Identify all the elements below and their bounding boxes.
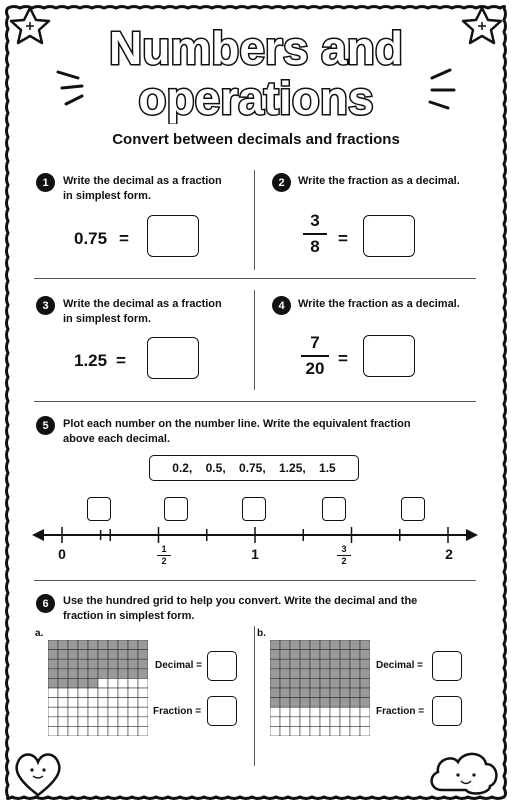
- answer-box[interactable]: [147, 337, 199, 379]
- grid-cell: [128, 688, 138, 698]
- grid-cell: [98, 659, 108, 669]
- grid-cell: [350, 726, 360, 736]
- divider: [34, 580, 476, 581]
- grid-cell: [320, 650, 330, 660]
- divider: [34, 278, 476, 279]
- grid-cell: [300, 698, 310, 708]
- grid-cell: [108, 707, 118, 717]
- grid-cell: [78, 698, 88, 708]
- grid-cell: [88, 678, 98, 688]
- grid-cell: [290, 726, 300, 736]
- grid-cell: [68, 717, 78, 727]
- grid-cell: [98, 698, 108, 708]
- grid-cell: [340, 669, 350, 679]
- grid-cell: [330, 707, 340, 717]
- decimal-answer-box[interactable]: [432, 651, 462, 681]
- grid-cell: [78, 669, 88, 679]
- fraction: 7 20: [301, 333, 329, 379]
- grid-cell: [320, 717, 330, 727]
- fraction-answer-box[interactable]: [164, 497, 188, 521]
- equals-sign: =: [338, 349, 348, 368]
- grid-cell: [340, 698, 350, 708]
- grid-cell: [290, 698, 300, 708]
- grid-cell: [320, 659, 330, 669]
- tick-label-three-halves: 3 2: [337, 545, 351, 566]
- grid-cell: [58, 640, 68, 650]
- grid-cell: [360, 640, 370, 650]
- grid-cell: [108, 688, 118, 698]
- question-number: 3: [36, 296, 55, 315]
- grid-cell: [340, 688, 350, 698]
- divider: [254, 170, 255, 270]
- grid-cell: [330, 698, 340, 708]
- grid-cell: [270, 707, 280, 717]
- grid-cell: [68, 698, 78, 708]
- grid-cell: [48, 707, 58, 717]
- grid-cell: [88, 698, 98, 708]
- grid-cell: [270, 717, 280, 727]
- grid-cell: [78, 717, 88, 727]
- grid-cell: [78, 640, 88, 650]
- grid-cell: [320, 726, 330, 736]
- grid-cell: [270, 640, 280, 650]
- grid-cell: [300, 659, 310, 669]
- grid-cell: [300, 688, 310, 698]
- grid-cell: [118, 669, 128, 679]
- grid-cell: [330, 688, 340, 698]
- grid-cell: [88, 707, 98, 717]
- grid-cell: [128, 650, 138, 660]
- grid-cell: [360, 678, 370, 688]
- grid-cell: [78, 688, 88, 698]
- grid-cell: [108, 678, 118, 688]
- grid-cell: [128, 707, 138, 717]
- grid-cell: [58, 707, 68, 717]
- grid-cell: [350, 717, 360, 727]
- grid-cell: [88, 688, 98, 698]
- grid-cell: [300, 678, 310, 688]
- grid-cell: [320, 698, 330, 708]
- subtitle: Convert between decimals and fractions: [112, 131, 400, 148]
- divider: [254, 290, 255, 390]
- grid-cell: [78, 707, 88, 717]
- grid-cell: [48, 659, 58, 669]
- grid-cell: [108, 650, 118, 660]
- grid-cell: [300, 640, 310, 650]
- grid-cell: [138, 678, 148, 688]
- grid-cell: [98, 688, 108, 698]
- grid-cell: [360, 717, 370, 727]
- answer-box[interactable]: [363, 215, 415, 257]
- fraction-answer-box[interactable]: [242, 497, 266, 521]
- tick-label-half: 1 2: [157, 545, 171, 566]
- grid-cell: [320, 707, 330, 717]
- grid-cell: [280, 726, 290, 736]
- grid-cell: [300, 669, 310, 679]
- grid-cell: [330, 650, 340, 660]
- grid-cell: [78, 726, 88, 736]
- grid-cell: [310, 688, 320, 698]
- grid-cell: [340, 707, 350, 717]
- grid-cell: [138, 726, 148, 736]
- grid-cell: [350, 659, 360, 669]
- grid-cell: [310, 678, 320, 688]
- equals-sign: =: [119, 229, 129, 248]
- grid-cell: [48, 650, 58, 660]
- grid-cell: [48, 678, 58, 688]
- grid-cell: [118, 650, 128, 660]
- grid-cell: [78, 678, 88, 688]
- grid-cell: [360, 707, 370, 717]
- grid-cell: [88, 717, 98, 727]
- grid-cell: [78, 650, 88, 660]
- grid-cell: [98, 717, 108, 727]
- grid-cell: [128, 640, 138, 650]
- grid-cell: [340, 726, 350, 736]
- grid-cell: [138, 717, 148, 727]
- grid-cell: [128, 726, 138, 736]
- grid-cell: [58, 669, 68, 679]
- cloud-icon: [432, 754, 497, 794]
- grid-cell: [280, 650, 290, 660]
- grid-cell: [48, 717, 58, 727]
- grid-cell: [330, 640, 340, 650]
- grid-cell: [330, 669, 340, 679]
- grid-cell: [270, 726, 280, 736]
- fraction-answer-box[interactable]: [87, 497, 111, 521]
- grid-cell: [350, 707, 360, 717]
- grid-cell: [88, 669, 98, 679]
- grid-cell: [98, 669, 108, 679]
- grid-cell: [280, 678, 290, 688]
- grid-cell: [350, 650, 360, 660]
- grid-cell: [118, 698, 128, 708]
- grid-cell: [290, 717, 300, 727]
- fraction-label: Fraction =: [376, 706, 425, 717]
- grid-cell: [300, 707, 310, 717]
- grid-cell: [98, 650, 108, 660]
- grid-cell: [58, 650, 68, 660]
- grid-cell: [68, 726, 78, 736]
- question-number: 1: [36, 173, 55, 192]
- grid-cell: [330, 678, 340, 688]
- grid-cell: [118, 678, 128, 688]
- grid-cell: [118, 659, 128, 669]
- svg-text:Numbers and: Numbers and: [109, 22, 403, 74]
- grid-cell: [330, 717, 340, 727]
- question-text: Write the fraction as a decimal.: [298, 298, 460, 310]
- grid-cell: [290, 650, 300, 660]
- grid-cell: [280, 698, 290, 708]
- grid-cell: [280, 688, 290, 698]
- equals-sign: =: [338, 229, 348, 248]
- grid-cell: [360, 698, 370, 708]
- grid-cell: [68, 669, 78, 679]
- grid-cell: [98, 640, 108, 650]
- grid-cell: [58, 678, 68, 688]
- grid-cell: [270, 678, 280, 688]
- grid-cell: [310, 717, 320, 727]
- grid-cell: [58, 659, 68, 669]
- grid-cell: [128, 659, 138, 669]
- grid-cell: [128, 678, 138, 688]
- grid-cell: [360, 726, 370, 736]
- hundred-grid-a: [48, 640, 148, 736]
- grid-cell: [98, 707, 108, 717]
- grid-cell: [290, 678, 300, 688]
- answer-box[interactable]: [147, 215, 199, 257]
- fraction-answer-box[interactable]: [322, 497, 346, 521]
- grid-cell: [350, 678, 360, 688]
- tick-label-0: 0: [58, 546, 66, 562]
- grid-cell: [58, 688, 68, 698]
- grid-cell: [118, 640, 128, 650]
- tick-label-2: 2: [445, 546, 453, 562]
- decimal-label: Decimal =: [376, 660, 423, 671]
- grid-cell: [138, 688, 148, 698]
- question-number: 2: [272, 173, 291, 192]
- decimal-label: Decimal =: [155, 660, 202, 671]
- grid-cell: [310, 659, 320, 669]
- grid-cell: [118, 688, 128, 698]
- grid-cell: [280, 717, 290, 727]
- grid-cell: [108, 726, 118, 736]
- grid-cell: [270, 659, 280, 669]
- grid-cell: [330, 659, 340, 669]
- grid-cell: [88, 726, 98, 736]
- grid-cell: [108, 640, 118, 650]
- grid-cell: [310, 726, 320, 736]
- grid-cell: [48, 688, 58, 698]
- grid-cell: [88, 659, 98, 669]
- tick-label-1: 1: [251, 546, 259, 562]
- grid-cell: [108, 659, 118, 669]
- question-text: Write the decimal as a fraction in simplest form.: [63, 175, 222, 202]
- grid-cell: [290, 707, 300, 717]
- divider: [254, 626, 255, 766]
- grid-cell: [68, 678, 78, 688]
- grid-cell: [108, 717, 118, 727]
- grid-cell: [128, 717, 138, 727]
- grid-cell: [340, 659, 350, 669]
- grid-cell: [310, 707, 320, 717]
- part-label-a: a.: [35, 628, 44, 639]
- grid-cell: [320, 678, 330, 688]
- grid-cell: [310, 650, 320, 660]
- grid-cell: [128, 669, 138, 679]
- grid-cell: [330, 726, 340, 736]
- question-text: Plot each number on the number line. Write the equivalent fraction above each decimal.: [63, 418, 411, 445]
- grid-cell: [360, 650, 370, 660]
- svg-text:operations: operations: [138, 72, 374, 124]
- question-text: Write the fraction as a decimal.: [298, 175, 460, 187]
- grid-cell: [290, 688, 300, 698]
- grid-cell: [138, 640, 148, 650]
- grid-cell: [280, 707, 290, 717]
- fraction-answer-box[interactable]: [432, 696, 462, 726]
- grid-cell: [68, 640, 78, 650]
- grid-cell: [88, 650, 98, 660]
- grid-cell: [350, 698, 360, 708]
- question-text: Write the decimal as a fraction in simplest form.: [63, 298, 222, 325]
- grid-cell: [108, 698, 118, 708]
- grid-cell: [340, 650, 350, 660]
- divider: [34, 401, 476, 402]
- grid-cell: [320, 688, 330, 698]
- grid-cell: [98, 726, 108, 736]
- grid-cell: [350, 669, 360, 679]
- grid-cell: [58, 726, 68, 736]
- grid-cell: [58, 698, 68, 708]
- grid-cell: [118, 707, 128, 717]
- grid-cell: [320, 640, 330, 650]
- hundred-grid-b: [270, 640, 370, 736]
- grid-cell: [280, 640, 290, 650]
- grid-cell: [340, 717, 350, 727]
- grid-cell: [78, 659, 88, 669]
- grid-cell: [138, 659, 148, 669]
- grid-cell: [138, 669, 148, 679]
- question-number: 6: [36, 594, 55, 613]
- grid-cell: [270, 698, 280, 708]
- fraction-label: Fraction =: [153, 706, 202, 717]
- decimal-value: 1.25: [74, 351, 108, 370]
- grid-cell: [350, 688, 360, 698]
- grid-cell: [58, 717, 68, 727]
- grid-cell: [290, 640, 300, 650]
- grid-cell: [48, 640, 58, 650]
- grid-cell: [300, 650, 310, 660]
- grid-cell: [360, 669, 370, 679]
- grid-cell: [360, 688, 370, 698]
- grid-cell: [350, 640, 360, 650]
- grid-cell: [290, 669, 300, 679]
- grid-cell: [310, 669, 320, 679]
- fraction-answer-box[interactable]: [207, 696, 237, 726]
- grid-cell: [300, 726, 310, 736]
- grid-cell: [270, 688, 280, 698]
- grid-cell: [310, 640, 320, 650]
- fraction-answer-box[interactable]: [401, 497, 425, 521]
- grid-cell: [48, 669, 58, 679]
- grid-cell: [280, 659, 290, 669]
- question-number: 4: [272, 296, 291, 315]
- grid-cell: [280, 669, 290, 679]
- grid-cell: [68, 707, 78, 717]
- grid-cell: [340, 678, 350, 688]
- grid-cell: [128, 698, 138, 708]
- grid-cell: [320, 669, 330, 679]
- grid-cell: [98, 678, 108, 688]
- grid-cell: [290, 659, 300, 669]
- grid-cell: [138, 698, 148, 708]
- page-title: [0, 14, 512, 124]
- grid-cell: [68, 650, 78, 660]
- number-list: 0.2, 0.5, 0.75, 1.25, 1.5: [149, 455, 359, 481]
- part-label-b: b.: [257, 628, 266, 639]
- grid-cell: [138, 707, 148, 717]
- question-number: 5: [36, 416, 55, 435]
- grid-cell: [270, 669, 280, 679]
- grid-cell: [68, 659, 78, 669]
- heart-icon: [17, 755, 60, 796]
- decimal-value: 0.75: [74, 229, 108, 248]
- grid-cell: [360, 659, 370, 669]
- grid-cell: [48, 698, 58, 708]
- grid-cell: [88, 640, 98, 650]
- grid-cell: [138, 650, 148, 660]
- equals-sign: =: [116, 351, 126, 370]
- grid-cell: [270, 650, 280, 660]
- grid-cell: [118, 726, 128, 736]
- answer-box[interactable]: [363, 335, 415, 377]
- fraction: 3 8: [303, 211, 327, 257]
- grid-cell: [300, 717, 310, 727]
- grid-cell: [310, 698, 320, 708]
- grid-cell: [340, 640, 350, 650]
- grid-cell: [108, 669, 118, 679]
- question-text: Use the hundred grid to help you convert. Write the decimal and the fraction in simplest form.: [63, 595, 418, 622]
- decimal-answer-box[interactable]: [207, 651, 237, 681]
- grid-cell: [118, 717, 128, 727]
- grid-cell: [48, 726, 58, 736]
- grid-cell: [68, 688, 78, 698]
